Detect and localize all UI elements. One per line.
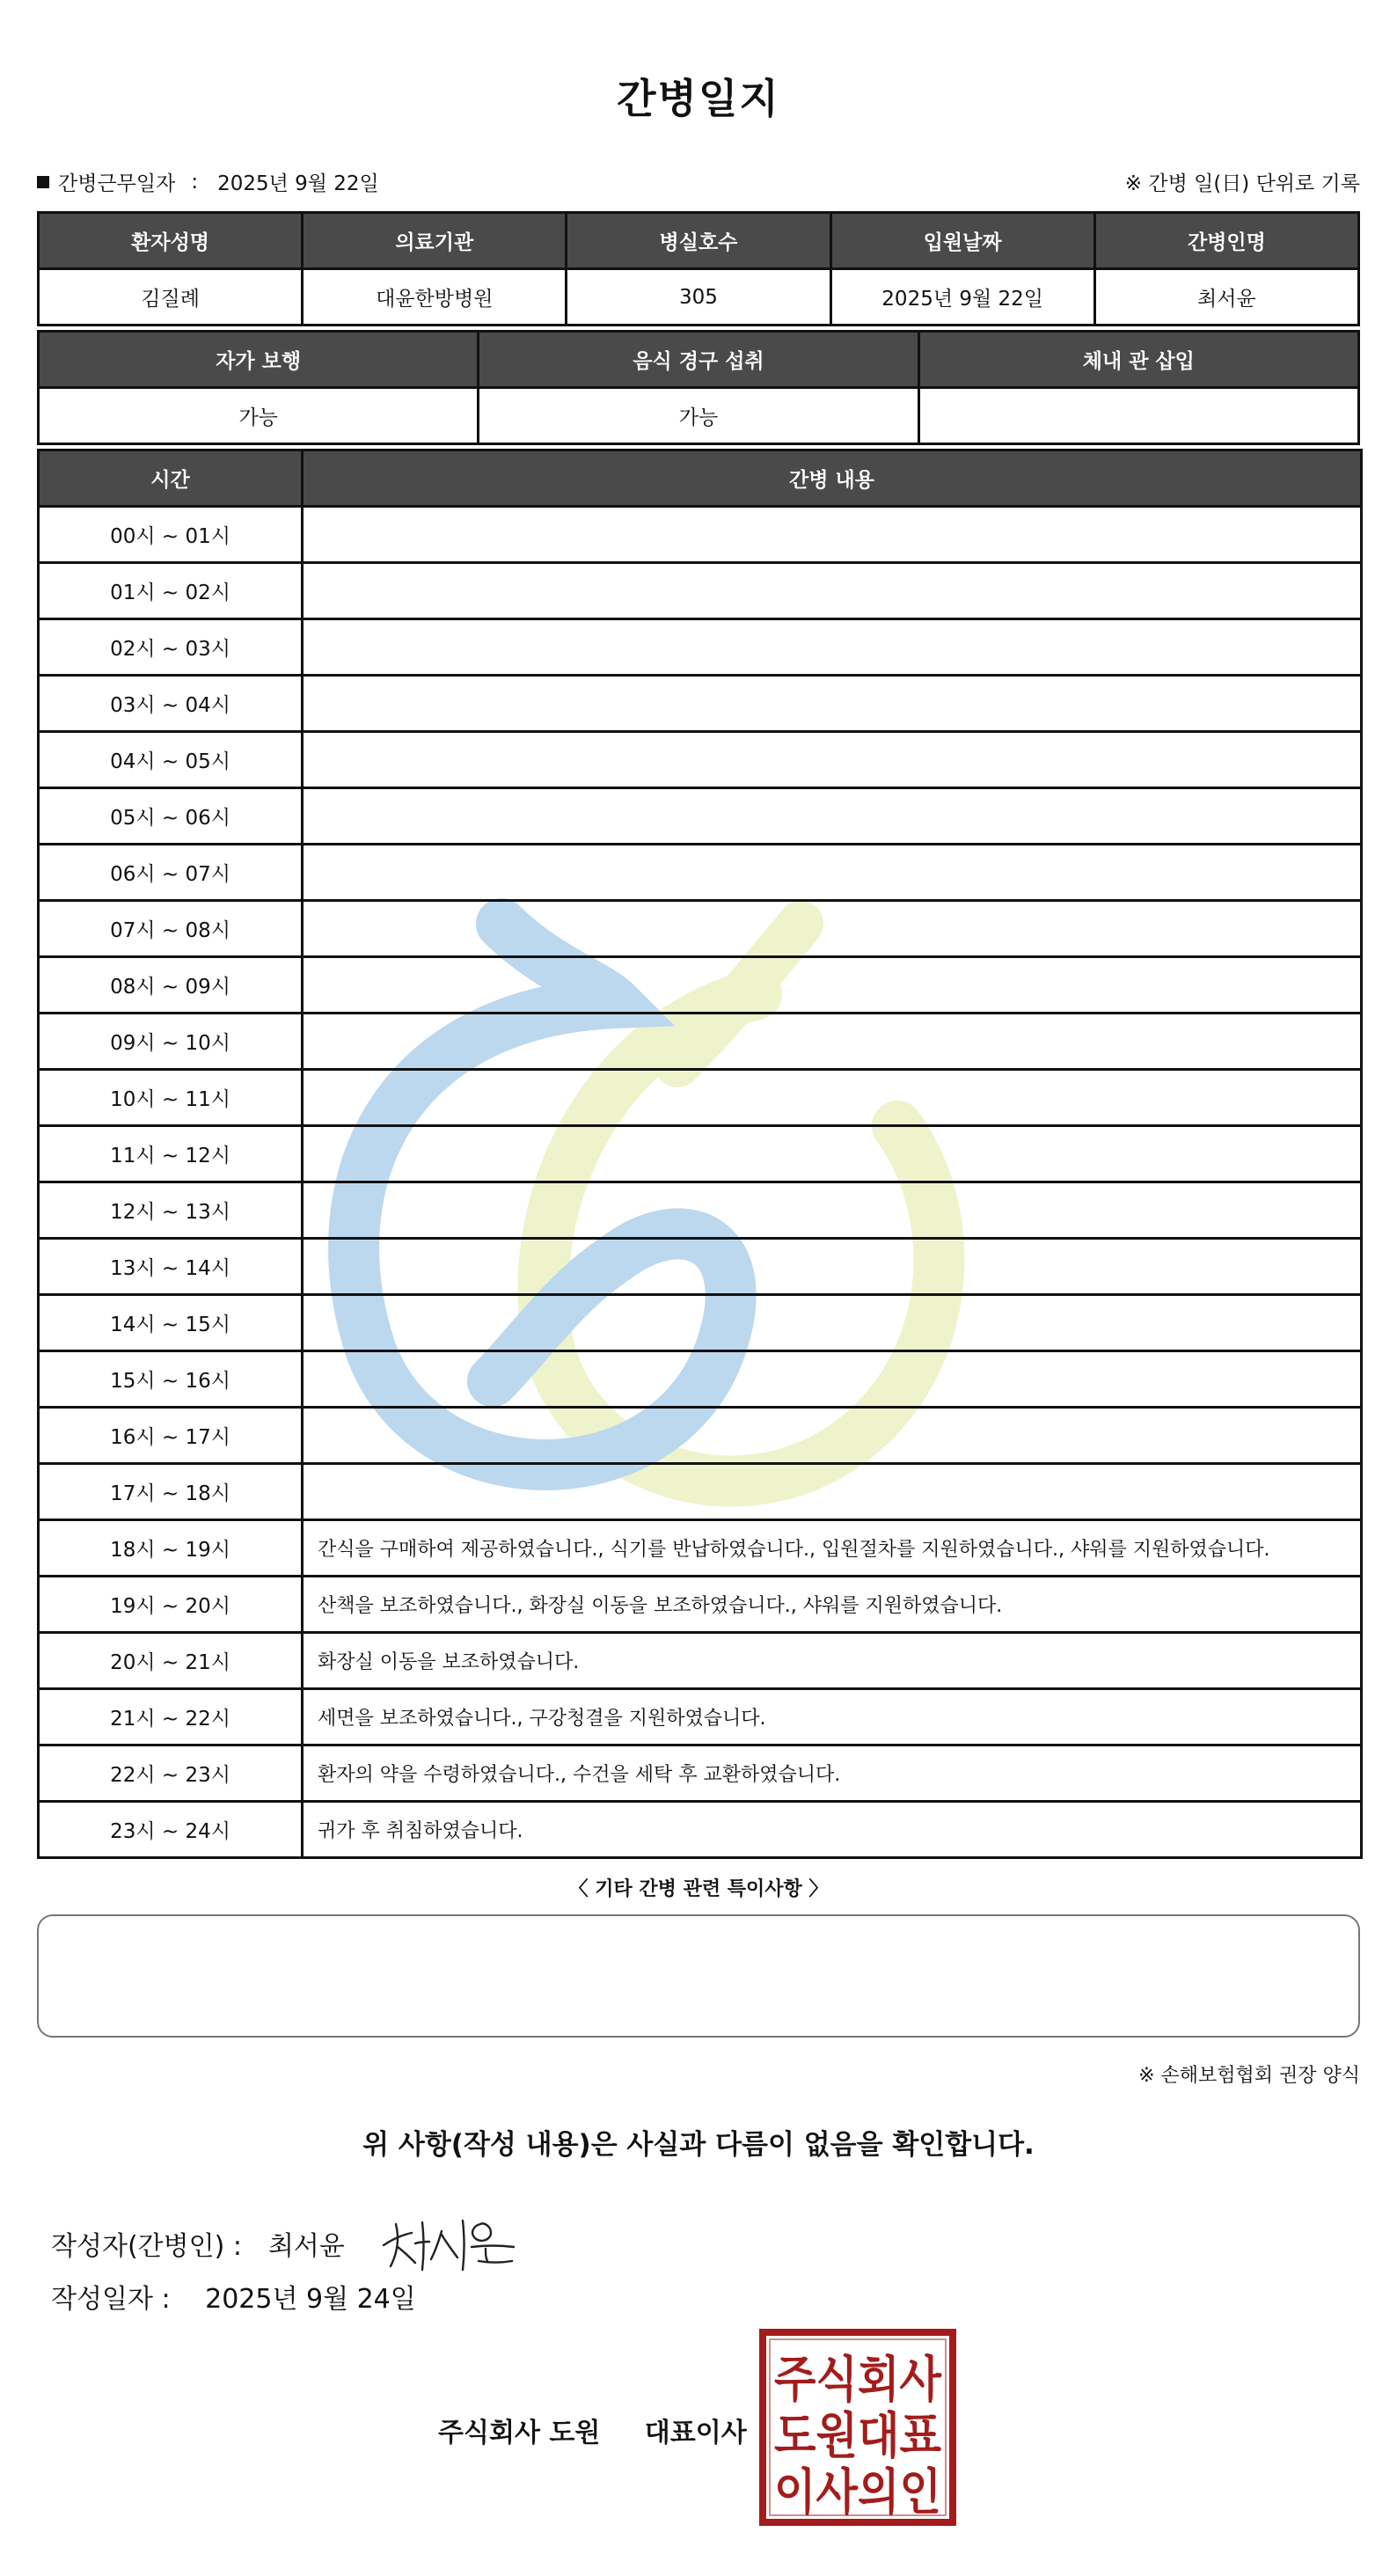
header-patient-name: 환자성명: [39, 213, 303, 269]
care-log-content: 산책을 보조하였습니다., 화장실 이동을 보조하였습니다., 샤워를 지원하였습니다.: [303, 1577, 1362, 1633]
care-log-content: [303, 1464, 1362, 1520]
header-care-content: 간병 내용: [303, 450, 1362, 507]
care-log-time: 04시 ~ 05시: [39, 732, 303, 788]
care-log-content: [303, 507, 1362, 563]
care-log-content: [303, 1408, 1362, 1464]
care-log-content: [303, 901, 1362, 957]
patient-info-value-row: [39, 269, 1359, 326]
notes-label: 〈 기타 간병 관련 특이사항 〉: [568, 1878, 829, 1900]
care-log-content: [303, 1295, 1362, 1351]
care-log-row: [39, 732, 1362, 788]
work-date-line: [37, 167, 379, 196]
work-date-label: 간병근무일자: [58, 172, 176, 195]
care-log-content: [303, 1351, 1362, 1408]
care-log-row: [39, 619, 1362, 676]
care-log-row: [39, 1239, 1362, 1295]
care-log-content: [303, 1126, 1362, 1182]
oral-intake-value: 가능: [479, 388, 918, 444]
care-log-row: [39, 563, 1362, 619]
care-log-row: [39, 957, 1362, 1014]
seal-text-line: 주식회사: [774, 2352, 942, 2409]
patient-name: 김질례: [39, 269, 303, 326]
care-log-time: 20시 ~ 21시: [39, 1633, 303, 1689]
care-log-time: 21시 ~ 22시: [39, 1689, 303, 1745]
care-log-content: [303, 1070, 1362, 1126]
care-log-row: [39, 1633, 1362, 1689]
company-name: 주식회사 도원: [438, 2418, 601, 2448]
care-log-row: [39, 1295, 1362, 1351]
care-log-row: [39, 788, 1362, 845]
care-log-time: 22시 ~ 23시: [39, 1745, 303, 1802]
care-log-row: [39, 1182, 1362, 1239]
care-log-row: [39, 1802, 1362, 1858]
meta-row: [37, 167, 1360, 202]
caregiver-name: 최서윤: [1094, 269, 1358, 326]
notes-content: [39, 1916, 1358, 1944]
care-log-time: 13시 ~ 14시: [39, 1239, 303, 1295]
care-log-time: 00시 ~ 01시: [39, 507, 303, 563]
care-log-content: [303, 957, 1362, 1014]
header-time: 시간: [39, 450, 303, 507]
care-log-time: 19시 ~ 20시: [39, 1577, 303, 1633]
company-representative: 대표이사: [644, 2418, 747, 2448]
care-log-time: 01시 ~ 02시: [39, 563, 303, 619]
care-log-time: 08시 ~ 09시: [39, 957, 303, 1014]
care-log-row: [39, 1408, 1362, 1464]
square-bullet-icon: [37, 176, 49, 188]
status-value-row: [39, 388, 1359, 444]
care-log-time: 23시 ~ 24시: [39, 1802, 303, 1858]
care-log-content: 귀가 후 취침하였습니다.: [303, 1802, 1362, 1858]
header-room-number: 병실호수: [567, 213, 830, 269]
care-log-time: 06시 ~ 07시: [39, 845, 303, 901]
company-line: [438, 2411, 747, 2449]
care-log-row: [39, 845, 1362, 901]
page-title: 간병일지: [617, 75, 780, 122]
care-log-table: [37, 449, 1363, 1859]
care-log-content: [303, 1014, 1362, 1070]
header-admission-date: 입원날짜: [830, 213, 1094, 269]
care-log-content: [303, 676, 1362, 732]
writer-label: 작성자(간병인) :: [51, 2231, 242, 2262]
header-institution: 의료기관: [303, 213, 567, 269]
care-log-time: 09시 ~ 10시: [39, 1014, 303, 1070]
header-oral-intake: 음식 경구 섭취: [479, 332, 918, 388]
institution: 대윤한방병원: [303, 269, 567, 326]
tube-insertion-value: [918, 388, 1358, 444]
care-log-row: [39, 1689, 1362, 1745]
patient-info-table: [37, 211, 1360, 326]
care-log-content: [303, 619, 1362, 676]
header-caregiver-name: 간병인명: [1094, 213, 1358, 269]
notes-box: [37, 1914, 1360, 2038]
care-log-content: [303, 1182, 1362, 1239]
care-log-row: [39, 1351, 1362, 1408]
header-tube-insertion: 체내 관 삽입: [918, 332, 1358, 388]
written-date-label: 작성일자 :: [51, 2284, 171, 2315]
care-log-time: 15시 ~ 16시: [39, 1351, 303, 1408]
confirmation-statement: 위 사항(작성 내용)은 사실과 다름이 없음을 확인합니다.: [362, 2129, 1035, 2161]
care-log-row: [39, 1070, 1362, 1126]
care-log-row: [39, 1014, 1362, 1070]
care-log-time: 05시 ~ 06시: [39, 788, 303, 845]
care-log-content: 간식을 구매하여 제공하였습니다., 식기를 반납하였습니다., 입원절차를 지원하였습니다., 샤워를 지원하였습니다.: [303, 1520, 1362, 1577]
handwritten-signature: [377, 2212, 526, 2275]
care-log-content: 환자의 약을 수령하였습니다., 수건을 세탁 후 교환하였습니다.: [303, 1745, 1362, 1802]
care-log-time: 07시 ~ 08시: [39, 901, 303, 957]
care-log-time: 14시 ~ 15시: [39, 1295, 303, 1351]
care-log-time: 16시 ~ 17시: [39, 1408, 303, 1464]
care-log-body: [39, 507, 1362, 1858]
care-log-row: [39, 1745, 1362, 1802]
writer-line: [51, 2212, 526, 2275]
patient-status-table: [37, 330, 1360, 445]
care-log-header-row: [39, 450, 1362, 507]
care-log-time: 12시 ~ 13시: [39, 1182, 303, 1239]
status-header-row: [39, 332, 1359, 388]
care-log-row: [39, 1577, 1362, 1633]
admission-date: 2025년 9월 22일: [830, 269, 1094, 326]
work-date-value: 2025년 9월 22일: [217, 172, 379, 195]
unit-note: ※ 간병 일(日) 단위로 기록: [1124, 172, 1360, 195]
care-log-row: [39, 901, 1362, 957]
header-self-walking: 자가 보행: [39, 332, 479, 388]
care-log-content: [303, 563, 1362, 619]
room-number: 305: [567, 269, 830, 326]
care-log-row: [39, 1126, 1362, 1182]
care-log-row: [39, 507, 1362, 563]
care-log-row: [39, 1520, 1362, 1577]
care-log-time: 10시 ~ 11시: [39, 1070, 303, 1126]
seal-text-line: 도원대표: [774, 2408, 941, 2465]
written-date-line: [51, 2277, 416, 2316]
care-log-content: [303, 1239, 1362, 1295]
care-log-time: 18시 ~ 19시: [39, 1520, 303, 1577]
care-log-row: [39, 676, 1362, 732]
care-log-content: 세면을 보조하였습니다., 구강청결을 지원하였습니다.: [303, 1689, 1362, 1745]
form-note: ※ 손해보험협회 권장 양식: [1138, 2065, 1360, 2087]
care-log-time: 17시 ~ 18시: [39, 1464, 303, 1520]
care-log-content: [303, 732, 1362, 788]
company-seal-stamp: [758, 2328, 957, 2527]
self-walking-value: 가능: [39, 388, 479, 444]
care-log-content: [303, 845, 1362, 901]
care-log-row: [39, 1464, 1362, 1520]
care-log-time: 11시 ~ 12시: [39, 1126, 303, 1182]
seal-text-line: 이사의인: [774, 2464, 941, 2521]
care-log-content: [303, 788, 1362, 845]
care-log-time: 03시 ~ 04시: [39, 676, 303, 732]
written-date-value: 2025년 9월 24일: [205, 2284, 416, 2315]
work-date-separator: :: [191, 170, 199, 194]
patient-info-header-row: [39, 213, 1359, 269]
writer-name: 최서윤: [267, 2231, 345, 2262]
care-log-time: 02시 ~ 03시: [39, 619, 303, 676]
care-log-content: 화장실 이동을 보조하였습니다.: [303, 1633, 1362, 1689]
